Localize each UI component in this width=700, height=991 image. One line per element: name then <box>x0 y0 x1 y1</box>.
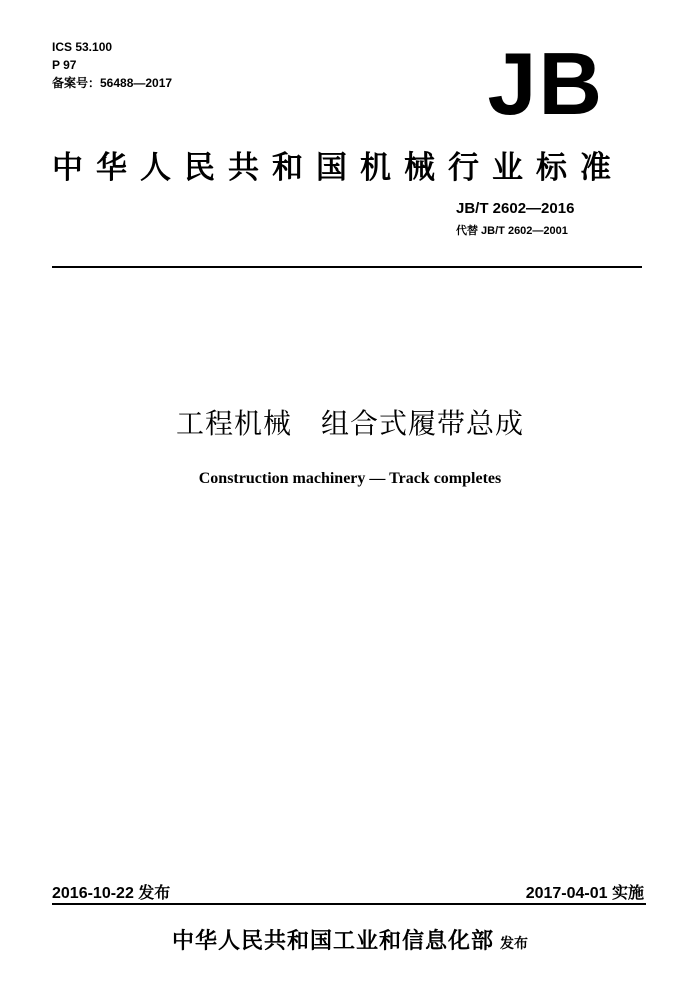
jb-logo: JB <box>487 34 604 133</box>
document-title-zh: 工程机械 组合式履带总成 <box>175 407 524 440</box>
issuer-action: 发布 <box>500 936 528 952</box>
header-divider <box>52 266 642 268</box>
classification-codes <box>52 38 172 92</box>
ics-code: ICS 53.100 <box>52 40 113 54</box>
standard-number: JB/T 2602—2016 <box>456 200 575 217</box>
standard-type-heading: 中华人民共和国机械行业标准 <box>52 150 624 186</box>
ccs-code: P 97 <box>52 58 77 72</box>
issuer-name: 中华人民共和国工业和信息化部 <box>171 929 494 954</box>
issuing-authority <box>0 924 700 955</box>
record-number: 备案号：56488—2017 <box>52 76 173 90</box>
issue-date: 2016-10-22 发布 <box>52 885 171 902</box>
replaces-standard: 代替 JB/T 2602—2001 <box>456 225 568 237</box>
document-title-en: Construction machinery — Track completes <box>198 470 502 487</box>
implementation-date: 2017-04-01 实施 <box>525 885 644 902</box>
footer-divider <box>52 903 646 905</box>
